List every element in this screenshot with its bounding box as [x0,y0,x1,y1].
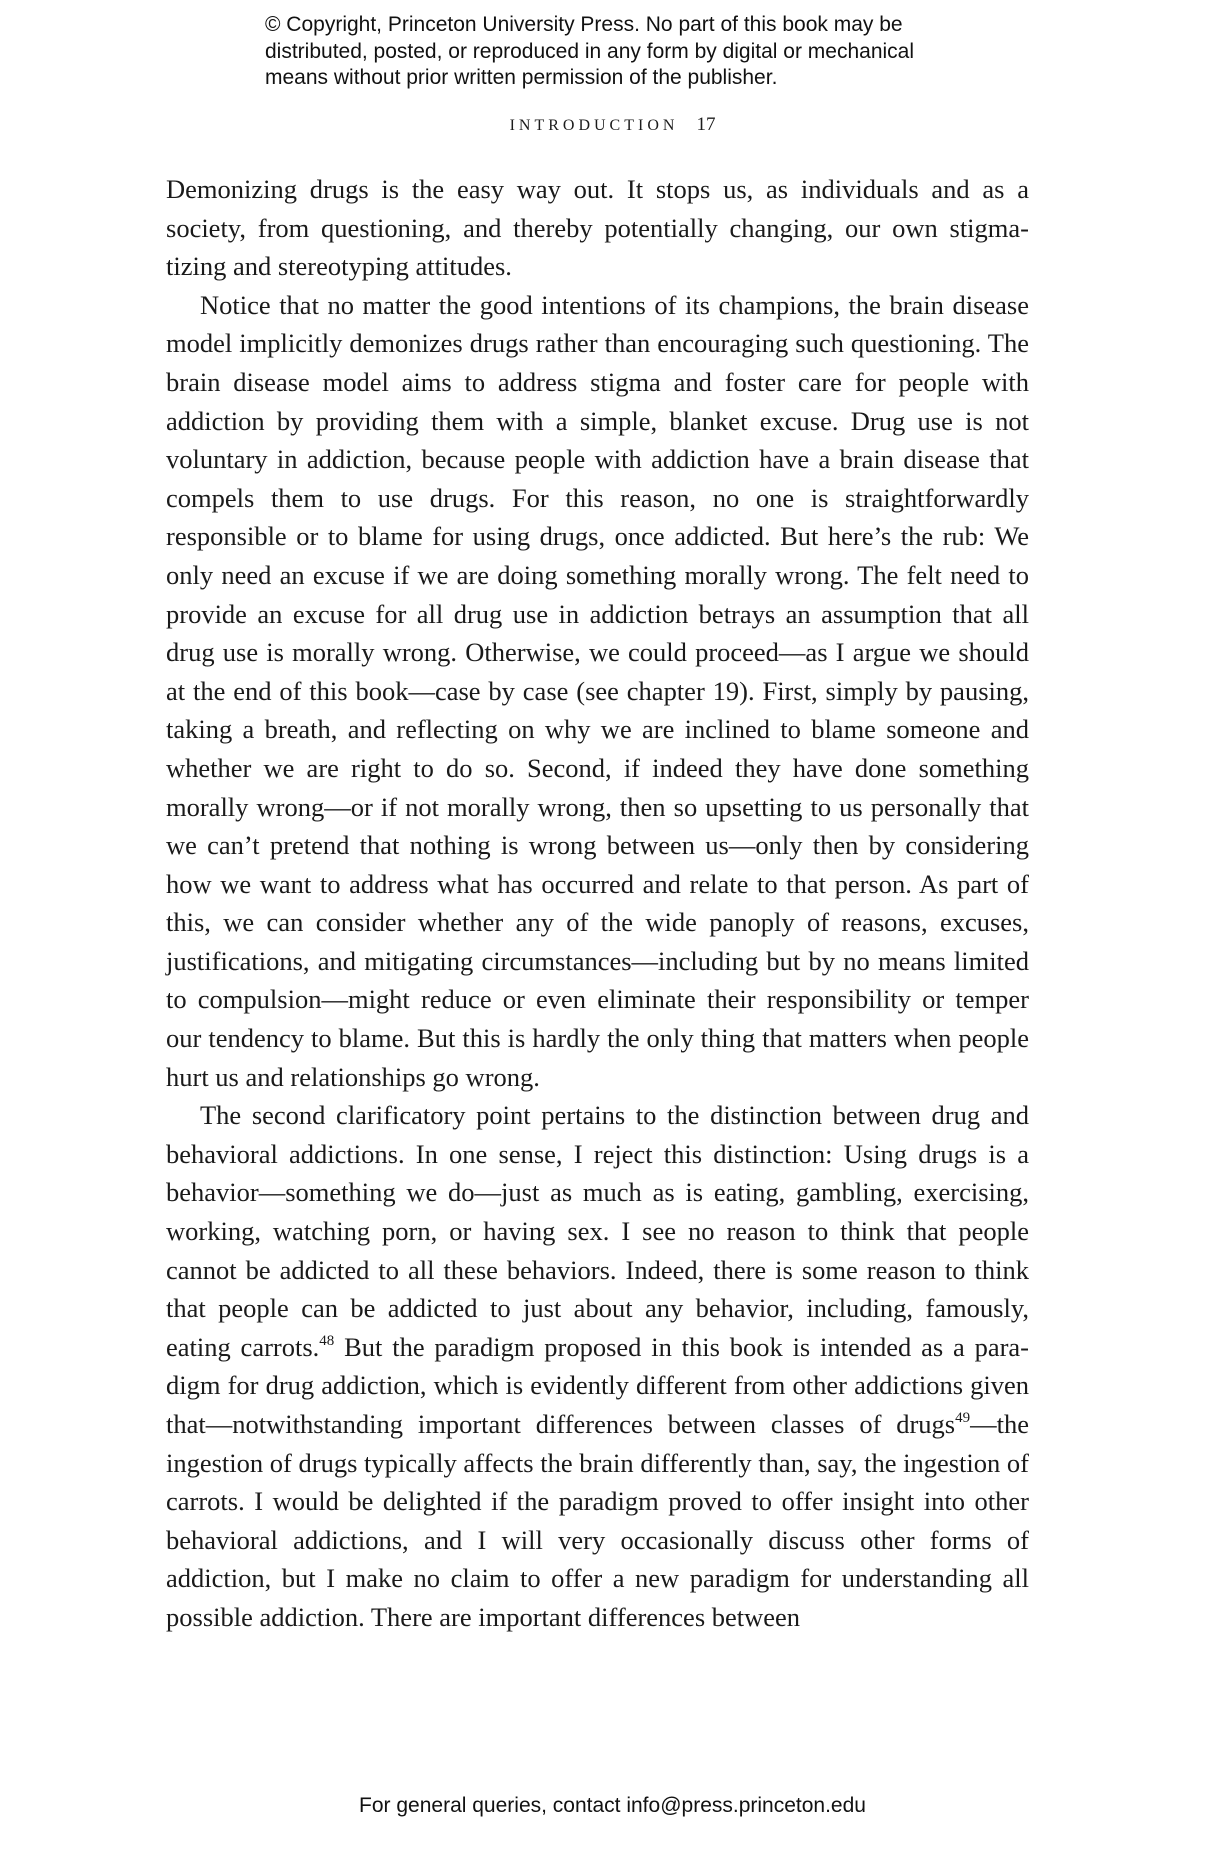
paragraph-3 [166,1096,1029,1636]
footnote-ref-49[interactable]: 49 [955,1410,971,1426]
body-text [166,170,1029,1637]
running-head [0,114,1225,136]
paragraph-3-part-1: The second clarificatory point pertains to the distinction between drug and behavioral addictions. In one sense, I reject this distinction: Using drugs is a behavior—something we do—just as much as is eating, gambling, exercising, working, watching porn, or having sex. I see no reason to think that people cannot be addicted to all these behaviors. Indeed, there is some reason to think that people can be addicted to just about any behavior, including, famously, eating carrots. [166,1100,1029,1362]
footer-contact: For general queries, contact info@press.princeton.edu [359,1794,866,1817]
running-head-section: INTRODUCTION [509,117,679,134]
footnote-ref-48[interactable]: 48 [319,1332,335,1349]
paragraph-3-part-3: —the ingestion of drugs typically affects the brain differently than, say, the ingestion of carrots. I would be delighted if the paradigm proved to offer insight into other behavioral addictions, and I will very occasionally discuss other forms of addiction, but I make no claim to offer a new paradigm for understanding all possible addiction. There are important differences between [166,1409,1029,1632]
page-number: 17 [696,114,716,135]
paragraph-3-part-2: But the paradigm proposed in this book is intended as a paradigm for drug addiction, which is evidently different from other addictions given that—notwithstanding important differences between classes of drugs [166,1331,1029,1439]
paragraph-1: Demonizing drugs is the easy way out. It stops us, as individuals and as a society, from questioning, and thereby potentially changing, our own stigmatizing and stereotyping attitudes. [166,174,1029,282]
copyright-line-1: © Copyright, Princeton University Press. No part of this book may be [265,13,903,36]
copyright-line-2: distributed, posted, or reproduced in any form by digital or mechanical [265,39,915,63]
paragraph-2: Notice that no matter the good intentions of its champions, the brain disease model implicitly demonizes drugs rather than encouraging such questioning. The brain disease model aims to address stigma and foster care for people with addiction by providing them with a simple, blanket excuse. Drug use is not voluntary in addiction, because people with addiction have a brain disease that compels them to use drugs. For this reason, no one is straightforwardly responsible or to blame for using drugs, once addicted. But here’s the rub: We only need an excuse if we are doing something morally wrong. The felt need to provide an excuse for all drug use in addiction betrays an assumption that all drug use is morally wrong. Otherwise, we could proceed—as I argue we should at the end of this book—case by case (see chapter 19). First, simply by pausing, taking a breath, and reflecting on why we are inclined to blame someone and whether we are right to do so. Second, if indeed they have done something morally wrong—or if not morally wrong, then so upsetting to us personally that we can’t pretend that nothing is wrong between us—only then by considering how we want to address what has occurred and relate to that person. As part of this, we can consider whether any of the wide panoply of reasons, excuses, justifications, and mitigating circumstances—including but by no means limited to compulsion—might reduce or even eliminate their responsibility or temper our tendency to blame. But this is hardly the only thing that matters when people hurt us and relationships go wrong. [166,289,1029,1092]
copyright-notice [265,12,1025,92]
copyright-line-3: means without prior written permission of the publisher. [265,66,778,89]
